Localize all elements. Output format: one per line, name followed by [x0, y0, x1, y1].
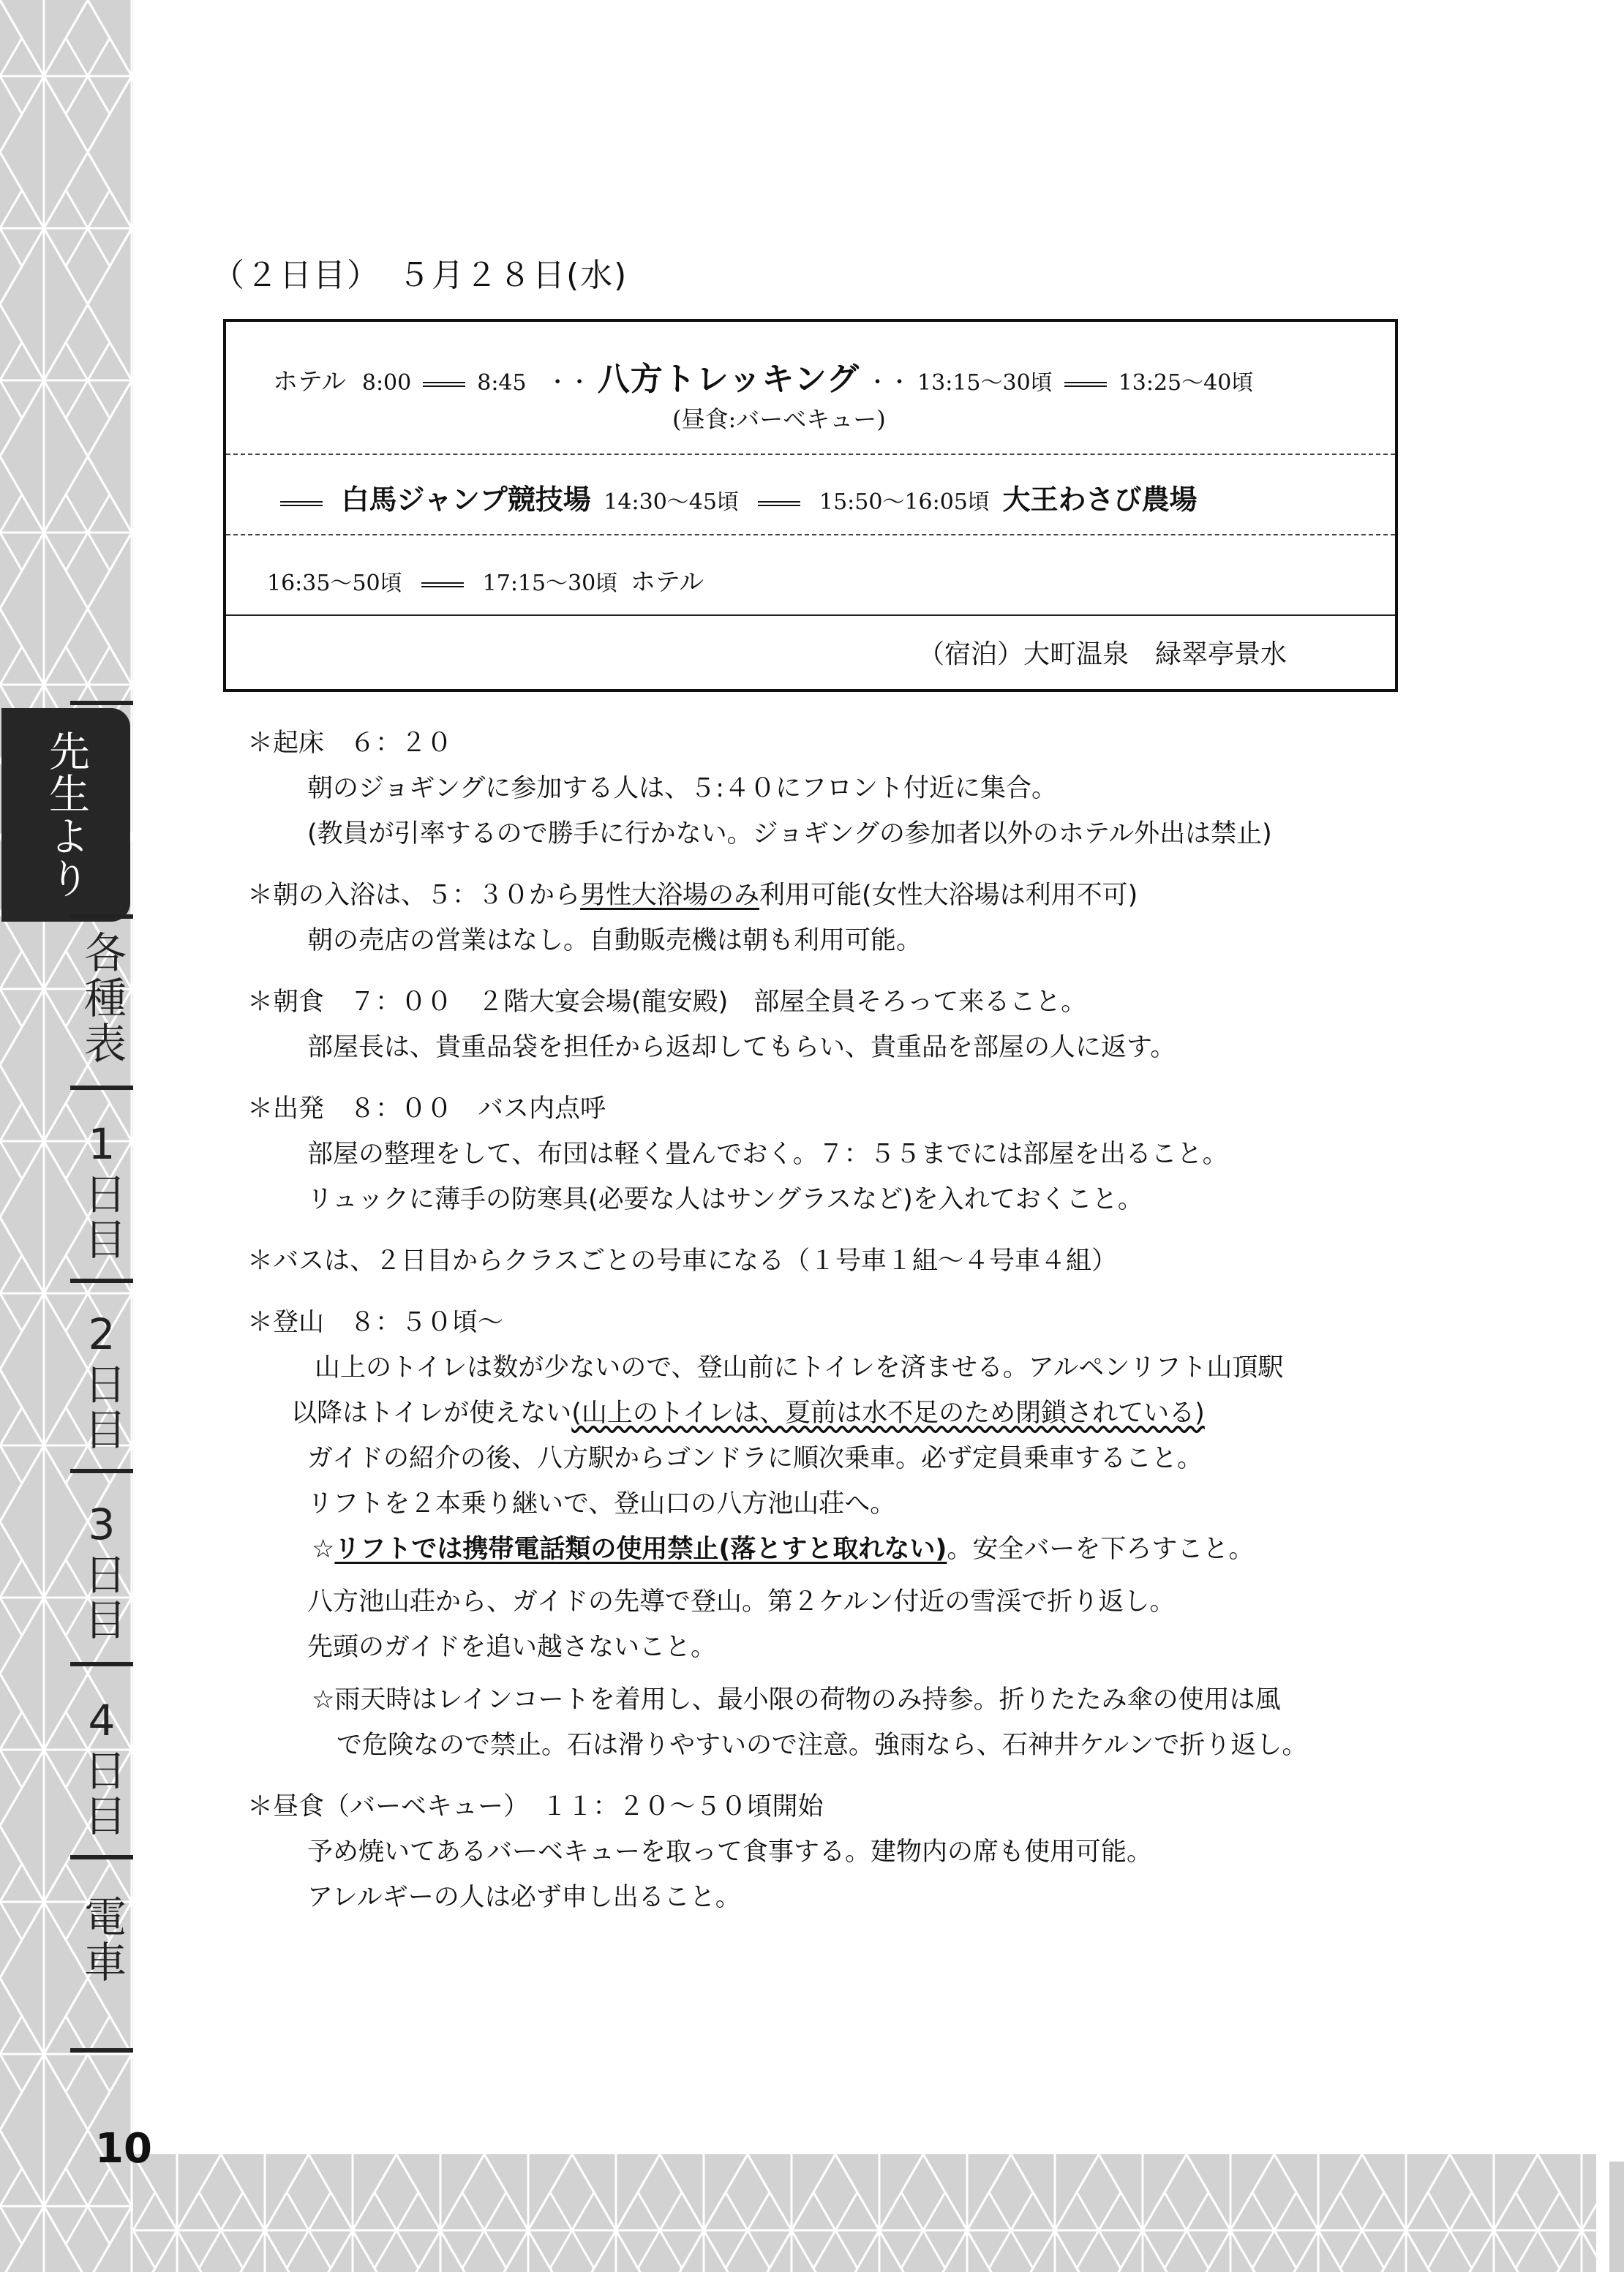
bold-warning: リフトでは携帯電話類の使用禁止(落とすと取れない) — [334, 1535, 947, 1564]
time: 8:45 — [477, 370, 527, 396]
tab-label: 3日目 — [77, 1500, 127, 1643]
note-bath — [247, 873, 1418, 963]
note-line: 部屋長は、貴重品袋を担任から返却してもらい、貴重品を部屋の人に返す。 — [307, 1033, 1176, 1062]
note-head: ＊昼食（バーベキュー） １１：２０〜５０頃開始 — [247, 1792, 824, 1821]
note-line: 朝の売店の営業はなし。自動販売機は朝も利用可能。 — [307, 926, 922, 955]
tab-separator — [70, 1662, 133, 1666]
schedule-box — [223, 319, 1398, 692]
day-heading: （２日目） ５月２８日(水) — [212, 257, 628, 294]
wavy-underlined-text: (山上のトイレは、夏前は水不足のため閉鎖されている) — [571, 1399, 1205, 1428]
time: 14:30〜45頃 — [604, 489, 739, 515]
tab-day4[interactable] — [70, 1696, 133, 1839]
dots: ・・ — [866, 370, 911, 396]
note-line: で危険なので禁止。石は滑りやすいので注意。強雨なら、石神井ケルンで折り返し。 — [337, 1731, 1308, 1760]
tab-label: 4日目 — [77, 1696, 127, 1839]
note-line: ☆雨天時はレインコートを着用し、最小限の荷物のみ持参。折りたたみ傘の使用は風 — [312, 1685, 1281, 1715]
note-bus — [247, 1238, 1418, 1284]
tab-label: 電車 — [77, 1895, 127, 1985]
place-wasabi-farm: 大王わさび農場 — [1002, 484, 1198, 516]
note-line: 朝のジョギングに参加する人は、５:４０にフロント付近に集合。 — [307, 774, 1058, 803]
tab-separator — [70, 914, 133, 919]
notes — [247, 721, 1418, 1929]
connector-line — [421, 582, 464, 587]
text: 。安全バーを下ろすこと。 — [947, 1535, 1255, 1564]
tab-label: 2日目 — [77, 1309, 127, 1453]
tab-train[interactable] — [70, 1895, 133, 1985]
star-icon: ☆ — [312, 1535, 335, 1564]
dots: ・・ — [546, 370, 591, 396]
note-line — [247, 1391, 1418, 1436]
note-line: リフトを２本乗り継いで、登山口の八方池山荘へ。 — [307, 1489, 896, 1519]
hotel-label: ホテル — [273, 367, 347, 396]
time: 13:15〜30頃 — [917, 370, 1053, 396]
note-head: ＊登山 ８：５０頃〜 — [247, 1308, 504, 1337]
event-hakuba-trekking: 八方トレッキング — [597, 361, 860, 398]
text: ＊朝の入浴は、５：３０から — [247, 881, 581, 910]
tab-day1[interactable] — [70, 1119, 133, 1263]
note-head — [247, 873, 1418, 918]
tab-label: 先生より — [42, 730, 90, 900]
note-wake — [247, 721, 1418, 857]
note-line: 山上のトイレは数が少ないので、登山前にトイレを済ませる。アルペンリフト山頂駅 — [315, 1353, 1284, 1383]
right-edge-strip — [1609, 2162, 1624, 2272]
bottom-pattern-border — [133, 2154, 1596, 2272]
underlined-text: 男性大浴場のみ — [580, 881, 760, 910]
tab-separator — [70, 1855, 133, 1859]
note-line: 予め焼いてあるバーベキューを取って食事する。建物内の席も使用可能。 — [307, 1837, 1153, 1867]
text: 利用可能(女性大浴場は利用不可) — [759, 881, 1138, 910]
tab-separator — [70, 701, 133, 705]
time: 17:15〜30頃 — [482, 571, 618, 596]
tab-tables[interactable] — [70, 930, 133, 1067]
schedule-row-1 — [226, 322, 1395, 454]
text: 以降はトイレが使えない — [291, 1399, 572, 1428]
note-line: 先頭のガイドを追い越さないこと。 — [307, 1633, 716, 1662]
note-breakfast — [247, 979, 1418, 1070]
note-head: ＊バスは、２日目からクラスごとの号車になる（１号車１組〜４号車４組） — [247, 1246, 1117, 1276]
schedule-row-3 — [226, 534, 1395, 616]
note-line: リュックに薄手の防寒具(必要な人はサングラスなど)を入れておくこと。 — [307, 1185, 1143, 1214]
time: 15:50〜16:05頃 — [819, 489, 990, 515]
note-line: 部屋の整理をして、布団は軽く畳んでおく。７：５５までには部屋を出ること。 — [307, 1140, 1228, 1169]
place-hakuba-jump: 白馬ジャンプ競技場 — [341, 484, 591, 516]
tab-day3[interactable] — [70, 1500, 133, 1643]
note-line: (教員が引率するので勝手に行かない。ジョギングの参加者以外のホテル外出は禁止) — [307, 819, 1272, 849]
note-head: ＊朝食 ７：００ ２階大宴会場(龍安殿) 部屋全員そろって来ること。 — [247, 988, 1087, 1017]
note-line: アレルギーの人は必ず申し出ること。 — [307, 1883, 741, 1912]
tab-separator — [70, 1469, 133, 1473]
hotel-label: ホテル — [630, 568, 704, 597]
time: 13:25〜40頃 — [1118, 370, 1254, 396]
note-head: ＊出発 ８：００ バス内点呼 — [247, 1094, 606, 1124]
lodging-info: （宿泊）大町温泉 緑翠亭景水 — [918, 639, 1287, 669]
connector-line — [1064, 382, 1107, 387]
note-line: ガイドの紹介の後、八方駅からゴンドラに順次乗車。必ず定員乗車すること。 — [307, 1444, 1203, 1473]
note-depart — [247, 1086, 1418, 1222]
tab-label: 各種表 — [77, 930, 127, 1067]
tab-separator — [70, 2048, 133, 2053]
time: 16:35〜50頃 — [267, 571, 402, 596]
note-climb — [247, 1300, 1418, 1768]
connector-line — [423, 382, 465, 387]
tab-separator — [70, 1279, 133, 1283]
note-head: ＊起床 ６：２０ — [247, 729, 453, 758]
tab-from-teacher[interactable] — [1, 708, 130, 922]
lunch-note: (昼食:バーベキュー) — [672, 405, 886, 433]
connector-line — [280, 501, 323, 506]
tab-label: 1日目 — [77, 1119, 127, 1263]
schedule-row-2 — [226, 454, 1395, 535]
page-number: 10 — [95, 2125, 152, 2173]
note-line — [247, 1527, 1418, 1572]
schedule-row-4 — [226, 614, 1395, 693]
connector-line — [758, 501, 800, 506]
time: 8:00 — [361, 370, 412, 396]
tab-day2[interactable] — [70, 1309, 133, 1453]
note-lunch — [247, 1784, 1418, 1920]
tab-separator — [70, 1086, 133, 1090]
note-line: 八方池山荘から、ガイドの先導で登山。第２ケルン付近の雪渓で折り返し。 — [307, 1587, 1176, 1617]
